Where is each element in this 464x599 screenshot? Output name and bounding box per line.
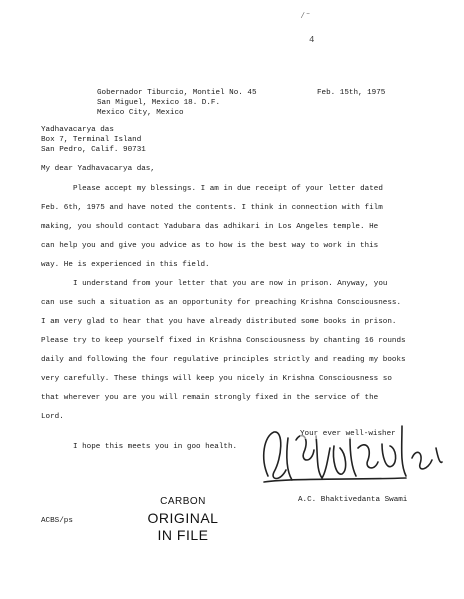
paragraph-line: Feb. 6th, 1975 and have noted the contents. I think in connection with film — [41, 204, 383, 212]
paragraph-line: making, you should contact Yadubara das adhikari in Los Angeles temple. He — [41, 223, 379, 231]
sender-address — [97, 90, 297, 120]
paragraph-line: daily and following the four regulative principles strictly and reading my books — [41, 356, 406, 364]
carbon-original-stamp — [133, 497, 233, 557]
paragraph-line: very carefully. These things will keep you nicely in Krishna Consciousness so — [41, 375, 392, 383]
handwritten-signature — [256, 418, 446, 494]
recipient-address — [41, 127, 241, 157]
recipient-address-line: San Pedro, Calif. 90731 — [41, 146, 146, 154]
top-handwritten-mark: 4 — [309, 35, 315, 45]
recipient-address-line: Yadhavacarya das — [41, 126, 114, 134]
signature-name: A.C. Bhaktivedanta Swami — [298, 496, 408, 504]
paragraph-line: can help you and give you advice as to how is the best way to work in this — [41, 242, 379, 250]
paragraph-line: way. He is experienced in this field. — [41, 261, 210, 269]
letter-date: Feb. 15th, 1975 — [317, 89, 386, 97]
paragraph-line: Please try to keep yourself fixed in Krishna Consciousness by chanting 16 rounds — [41, 337, 406, 345]
sender-address-line: Gobernador Tiburcio, Montiel No. 45 — [97, 89, 257, 97]
closing: Your ever well-wisher — [300, 430, 396, 438]
sender-address-line: Mexico City, Mexico — [97, 109, 184, 117]
paragraph-line: Lord. — [41, 413, 64, 421]
paragraph-line: that wherever you are you will remain strongly fixed in the service of the — [41, 394, 379, 402]
recipient-address-line: Box 7, Terminal Island — [41, 136, 142, 144]
typist-initials: ACBS/ps — [41, 517, 73, 525]
paragraph-line: Please accept my blessings. I am in due receipt of your letter dated — [73, 185, 383, 193]
paragraph-line: I hope this meets you in goo health. — [73, 443, 238, 451]
stamp-line: CARBON — [160, 496, 206, 507]
top-handwritten-mark: ∕⁻ — [300, 11, 311, 21]
paragraph-line: can use such a situation as an opportunity for preaching Krishna Consciousness. — [41, 299, 402, 307]
paragraph-line: I understand from your letter that you are now in prison. Anyway, you — [73, 280, 388, 288]
salutation: My dear Yadhavacarya das, — [41, 165, 155, 173]
paragraph-line: I am very glad to hear that you have already distributed some books in prison. — [41, 318, 397, 326]
stamp-line: ORIGINAL — [147, 510, 219, 526]
sender-address-line: San Miguel, Mexico 18. D.F. — [97, 99, 221, 107]
stamp-line: IN FILE — [157, 527, 209, 543]
